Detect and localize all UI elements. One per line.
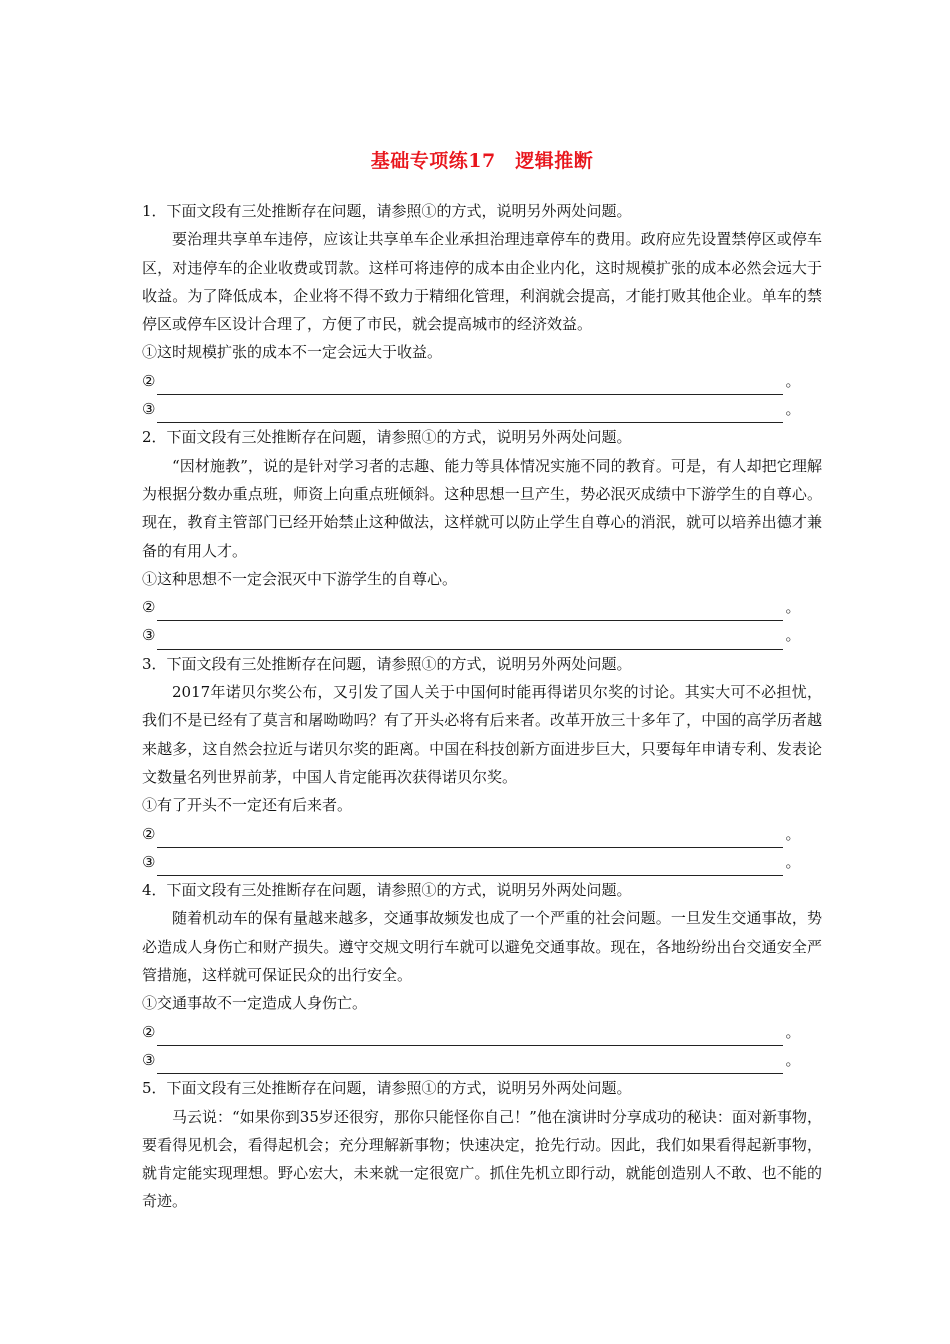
question-stem: 4．下面文段有三处推断存在问题，请参照①的方式，说明另外两处问题。 [142, 881, 632, 900]
page-title: 基础专项练17 逻辑推断 [370, 150, 594, 172]
question-passage: “因材施教”，说的是针对学习者的志趣、能力等具体情况实施不同的教育。可是，有人却把它理解为根据分数办重点班，师资上向重点班倾斜。这种思想一旦产生，势必泯灭成绩中下游学生的自尊心。现在，教育主管部门已经开始禁止这种做法，这样就可以防止学生自尊心的消泯，就可以培养出德才兼备的有用人才。 [142, 456, 822, 560]
example-answer: ①这时规模扩张的成本不一定会远大于收益。 [142, 343, 443, 362]
answer-line[interactable] [157, 602, 783, 621]
question-5 [142, 1074, 822, 1215]
blank-period: 。 [785, 626, 801, 645]
example-answer: ①交通事故不一定造成人身伤亡。 [142, 994, 368, 1013]
blank-marker: ② [142, 598, 156, 617]
answer-line[interactable] [157, 1055, 783, 1074]
blank-period: 。 [785, 1050, 801, 1069]
answer-blank-3[interactable] [142, 395, 822, 423]
blank-marker: ② [142, 1022, 156, 1041]
blank-period: 。 [785, 598, 801, 617]
answer-line[interactable] [157, 376, 783, 395]
blank-period: 。 [785, 400, 801, 419]
question-stem: 2．下面文段有三处推断存在问题，请参照①的方式，说明另外两处问题。 [142, 428, 632, 447]
blank-marker: ③ [142, 400, 156, 419]
blank-period: 。 [785, 852, 801, 871]
answer-blank-2[interactable] [142, 367, 822, 395]
answer-blank-2[interactable] [142, 593, 822, 621]
question-passage: 马云说：“如果你到35岁还很穷，那你只能怪你自己！”他在演讲时分享成功的秘诀：面对新事物，要看得见机会，看得起机会；充分理解新事物；快速决定，抢先行动。因此，我们如果看得起新事物，就肯定能实现理想。野心宏大，未来就一定很宽广。抓住先机立即行动，就能创造别人不敢、也不能的奇迹。 [142, 1107, 822, 1211]
answer-blank-3[interactable] [142, 848, 822, 876]
answer-line[interactable] [157, 829, 783, 848]
example-answer: ①这种思想不一定会泯灭中下游学生的自尊心。 [142, 569, 458, 588]
question-stem: 1．下面文段有三处推断存在问题，请参照①的方式，说明另外两处问题。 [142, 202, 632, 220]
blank-marker: ② [142, 371, 156, 390]
answer-line[interactable] [157, 631, 783, 650]
blank-marker: ③ [142, 1050, 156, 1069]
question-4 [142, 876, 822, 1074]
question-stem: 5．下面文段有三处推断存在问题，请参照①的方式，说明另外两处问题。 [142, 1079, 632, 1098]
answer-blank-3[interactable] [142, 1046, 822, 1074]
answer-line[interactable] [157, 857, 783, 876]
blank-period: 。 [785, 371, 801, 390]
example-answer: ①有了开头不一定还有后来者。 [142, 796, 353, 815]
blank-marker: ③ [142, 852, 156, 871]
worksheet-page [142, 140, 822, 1216]
blank-period: 。 [785, 824, 801, 843]
question-passage: 要治理共享单车违停，应该让共享单车企业承担治理违章停车的费用。政府应先设置禁停区或停车区，对违停车的企业收费或罚款。这样可将违停的成本由企业内化，这时规模扩张的成本必然会远大于收益。为了降低成本，企业将不得不致力于精细化管理，利润就会提高，才能打败其他企业。单车的禁停区或停车区设计合理了，方便了市民，就会提高城市的经济效益。 [142, 230, 822, 334]
answer-line[interactable] [157, 1027, 783, 1046]
question-3 [142, 650, 822, 876]
answer-blank-2[interactable] [142, 820, 822, 848]
question-2 [142, 423, 822, 649]
question-stem: 3．下面文段有三处推断存在问题，请参照①的方式，说明另外两处问题。 [142, 654, 632, 673]
answer-blank-2[interactable] [142, 1018, 822, 1046]
question-passage: 2017年诺贝尔奖公布，又引发了国人关于中国何时能再得诺贝尔奖的讨论。其实大可不必担忧，我们不是已经有了莫言和屠呦呦吗？有了开头必将有后来者。改革开放三十多年了，中国的高学历者越来越多，这自然会拉近与诺贝尔奖的距离。中国在科技创新方面进步巨大，只要每年申请专利、发表论文数量名列世界前茅，中国人肯定能再次获得诺贝尔奖。 [142, 683, 822, 786]
blank-marker: ② [142, 824, 156, 843]
question-passage: 随着机动车的保有量越来越多，交通事故频发也成了一个严重的社会问题。一旦发生交通事故，势必造成人身伤亡和财产损失。遵守交规文明行车就可以避免交通事故。现在，各地纷纷出台交通安全严管措施，这样就可保证民众的出行安全。 [142, 909, 822, 985]
question-1 [142, 197, 822, 423]
answer-blank-3[interactable] [142, 621, 822, 649]
answer-line[interactable] [157, 404, 783, 423]
blank-period: 。 [785, 1022, 801, 1041]
blank-marker: ③ [142, 626, 156, 645]
